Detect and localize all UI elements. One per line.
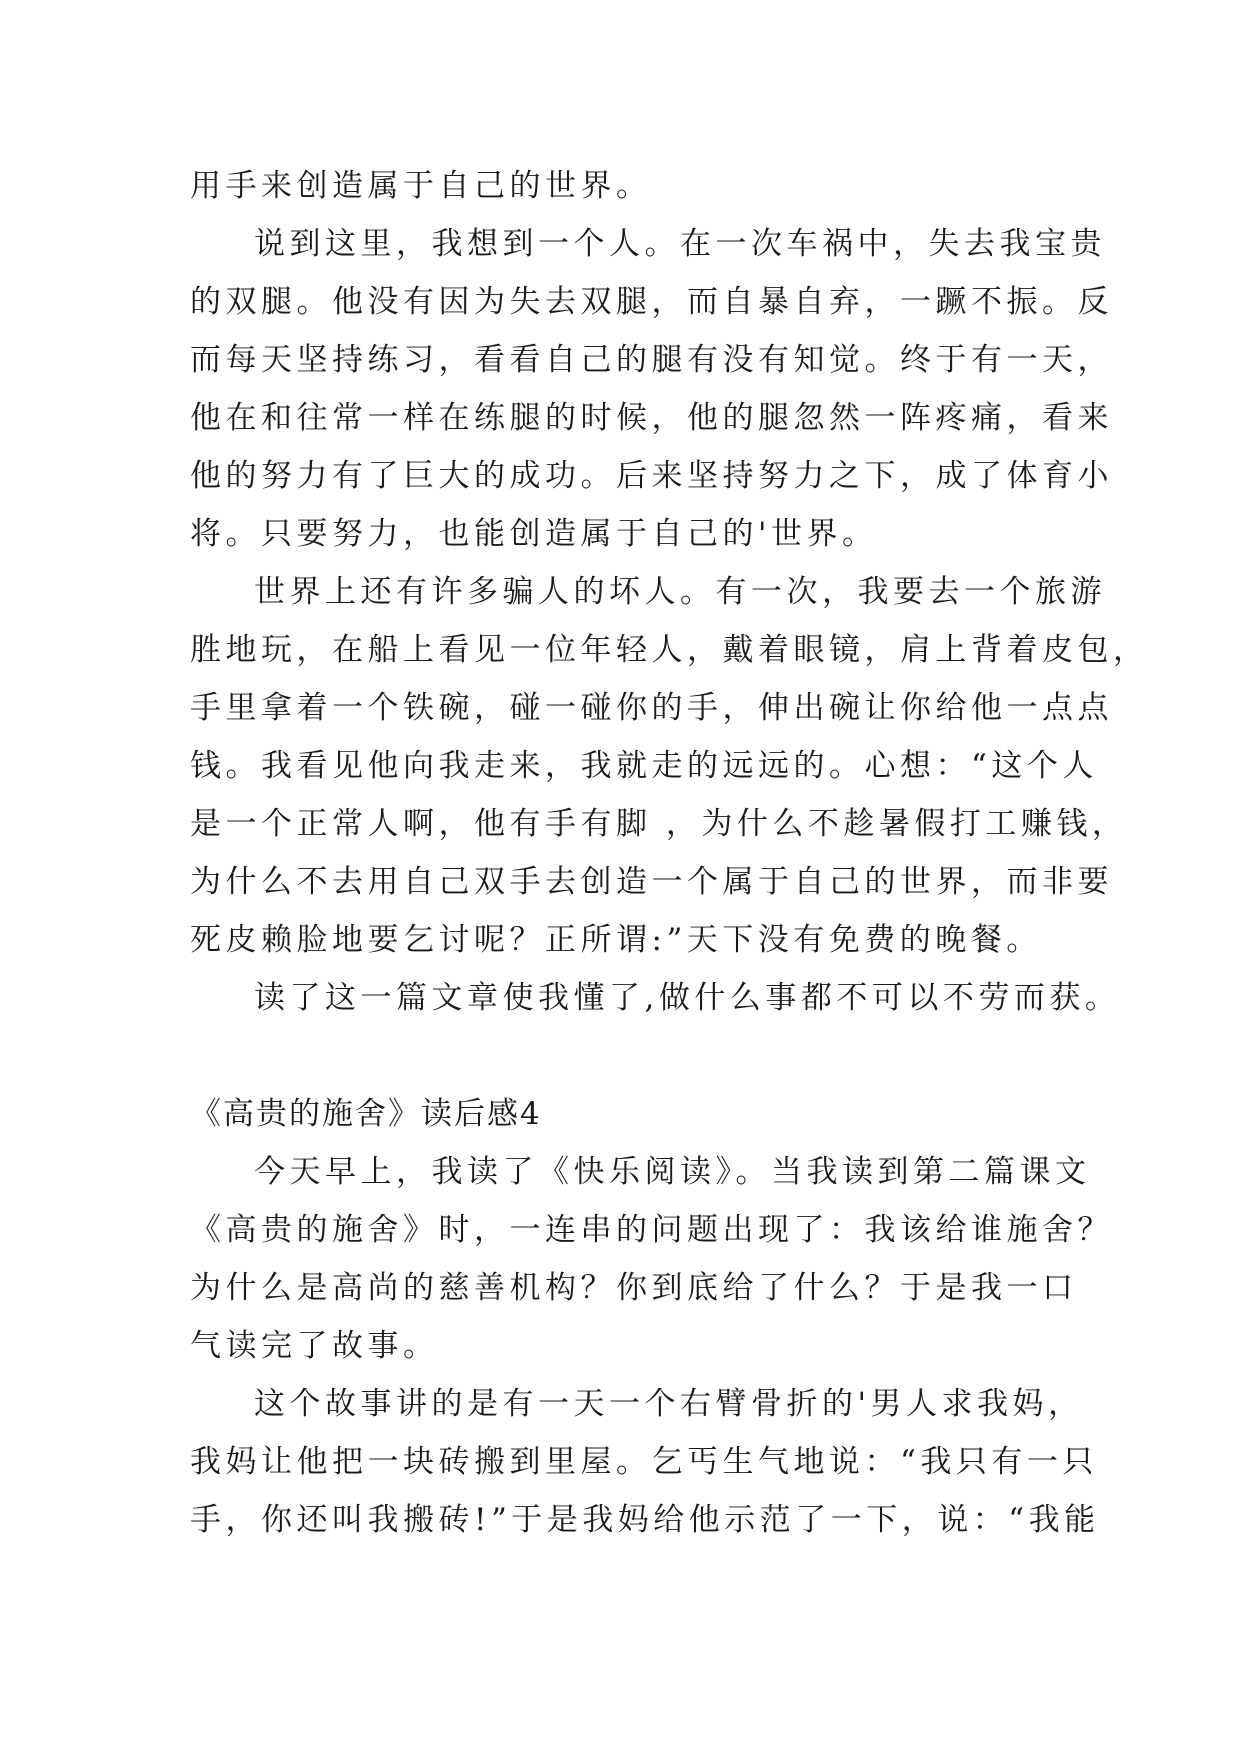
section-heading: 《高贵的施舍》读后感4 xyxy=(190,1096,542,1132)
text-line: 死皮赖脸地要乞讨呢？正所谓:”天下没有免费的晚餐。 xyxy=(190,922,1042,958)
paragraph-first-line: 读了这一篇文章使我懂了,做什么事都不可以不劳而获。 xyxy=(254,980,1121,1016)
text-line: 《高贵的施舍》时，一连串的问题出现了：我该给谁施舍？ xyxy=(190,1212,1113,1248)
text-line: 胜地玩，在船上看见一位年轻人，戴着眼镜，肩上背着皮包， xyxy=(190,632,1149,668)
text-line: 他的努力有了巨大的成功。后来坚持努力之下，成了体育小 xyxy=(190,458,1113,494)
text-line: 钱。我看见他向我走来，我就走的远远的。心想：“这个人 xyxy=(190,748,1098,784)
text-line: 将。只要努力，也能创造属于自己的'世界。 xyxy=(190,516,878,552)
text-line: 而每天坚持练习，看看自己的腿有没有知觉。终于有一天， xyxy=(190,342,1113,378)
text-line: 气读完了故事。 xyxy=(190,1328,439,1364)
text-line: 的双腿。他没有因为失去双腿，而自暴自弃，一蹶不振。反 xyxy=(190,284,1113,320)
paragraph-first-line: 世界上还有许多骗人的坏人。有一次，我要去一个旅游 xyxy=(254,574,1106,610)
text-line: 是一个正常人啊，他有手有脚 ，为什么不趁暑假打工赚钱， xyxy=(190,806,1128,842)
paragraph-first-line: 说到这里，我想到一个人。在一次车祸中，失去我宝贵 xyxy=(254,226,1106,262)
paragraph-first-line: 这个故事讲的是有一天一个右臂骨折的'男人求我妈， xyxy=(254,1386,1084,1422)
text-line: 他在和往常一样在练腿的时候，他的腿忽然一阵疼痛，看来 xyxy=(190,400,1113,436)
text-line: 为什么不去用自己双手去创造一个属于自己的世界，而非要 xyxy=(190,864,1113,900)
text-line: 我妈让他把一块砖搬到里屋。乞丐生气地说：“我只有一只 xyxy=(190,1444,1098,1480)
text-line: 用手来创造属于自己的世界。 xyxy=(190,168,652,204)
text-line: 手，你还叫我搬砖!”于是我妈给他示范了一下，说：“我能 xyxy=(190,1502,1100,1538)
text-line: 手里拿着一个铁碗，碰一碰你的手，伸出碗让你给他一点点 xyxy=(190,690,1113,726)
paragraph-first-line: 今天早上，我读了《快乐阅读》。当我读到第二篇课文 xyxy=(254,1154,1091,1190)
text-line: 为什么是高尚的慈善机构？你到底给了什么？于是我一口 xyxy=(190,1270,1078,1306)
